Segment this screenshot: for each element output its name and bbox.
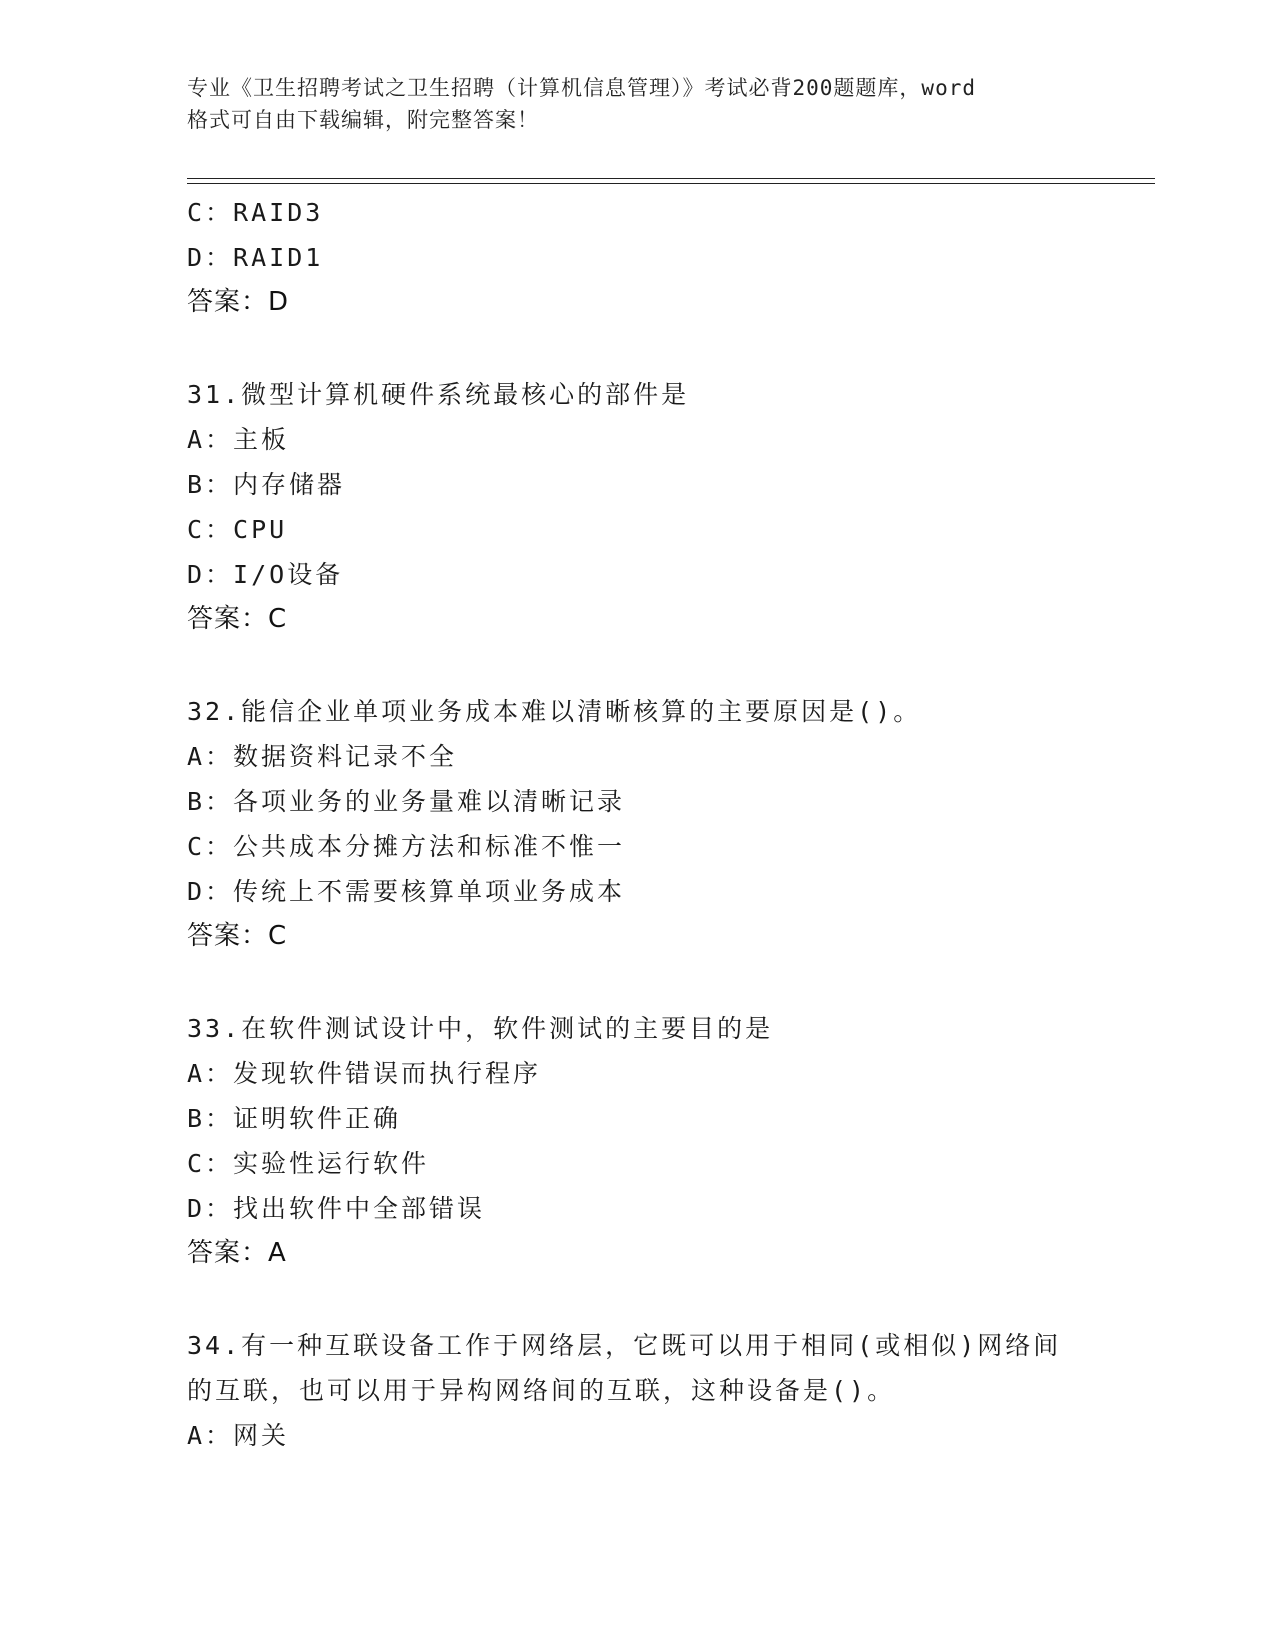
- header-divider-bottom: [187, 183, 1155, 184]
- question-stem: 31.微型计算机硬件系统最核心的部件是: [187, 380, 690, 409]
- question-31: [187, 372, 1087, 642]
- answer-line: 答案：A: [187, 1238, 287, 1268]
- option-d: D：找出软件中全部错误: [187, 1194, 486, 1223]
- question-content: [187, 190, 1087, 1458]
- question-stem-line-2: 的互联，也可以用于异构网络间的互联，这种设备是()。: [187, 1376, 896, 1405]
- option-a: A：网关: [187, 1421, 290, 1450]
- header-line-2: 格式可自由下载编辑，附完整答案！: [187, 108, 539, 132]
- question-33: [187, 1006, 1087, 1276]
- question-34: [187, 1323, 1087, 1458]
- question-stem: 33.在软件测试设计中，软件测试的主要目的是: [187, 1014, 774, 1043]
- option-a: A：发现软件错误而执行程序: [187, 1059, 542, 1088]
- option-c: C：实验性运行软件: [187, 1149, 430, 1178]
- document-header: [187, 72, 1087, 136]
- spacer: [187, 642, 1087, 689]
- option-c: C：RAID3: [187, 198, 324, 227]
- option-a: A：主板: [187, 425, 290, 454]
- option-b: B：证明软件正确: [187, 1104, 402, 1133]
- answer-line: 答案：C: [187, 604, 288, 634]
- option-d: D：传统上不需要核算单项业务成本: [187, 877, 626, 906]
- option-d: D：I/O设备: [187, 560, 344, 589]
- spacer: [187, 959, 1087, 1006]
- spacer: [187, 1276, 1087, 1323]
- option-d: D：RAID1: [187, 243, 324, 272]
- answer-line: 答案：D: [187, 287, 290, 317]
- spacer: [187, 325, 1087, 372]
- previous-question-tail: [187, 190, 1087, 325]
- answer-line: 答案：C: [187, 921, 288, 951]
- header-line-1: 专业《卫生招聘考试之卫生招聘（计算机信息管理）》考试必背200题题库，word: [187, 76, 976, 100]
- option-c: C：CPU: [187, 515, 288, 544]
- question-stem-line-1: 34.有一种互联设备工作于网络层，它既可以用于相同(或相似)网络间: [187, 1331, 1062, 1360]
- question-32: [187, 689, 1087, 959]
- option-a: A：数据资料记录不全: [187, 742, 458, 771]
- option-b: B：内存储器: [187, 470, 346, 499]
- header-divider-top: [187, 178, 1155, 179]
- question-stem: 32.能信企业单项业务成本难以清晰核算的主要原因是()。: [187, 697, 922, 726]
- option-c: C：公共成本分摊方法和标准不惟一: [187, 832, 626, 861]
- option-b: B：各项业务的业务量难以清晰记录: [187, 787, 626, 816]
